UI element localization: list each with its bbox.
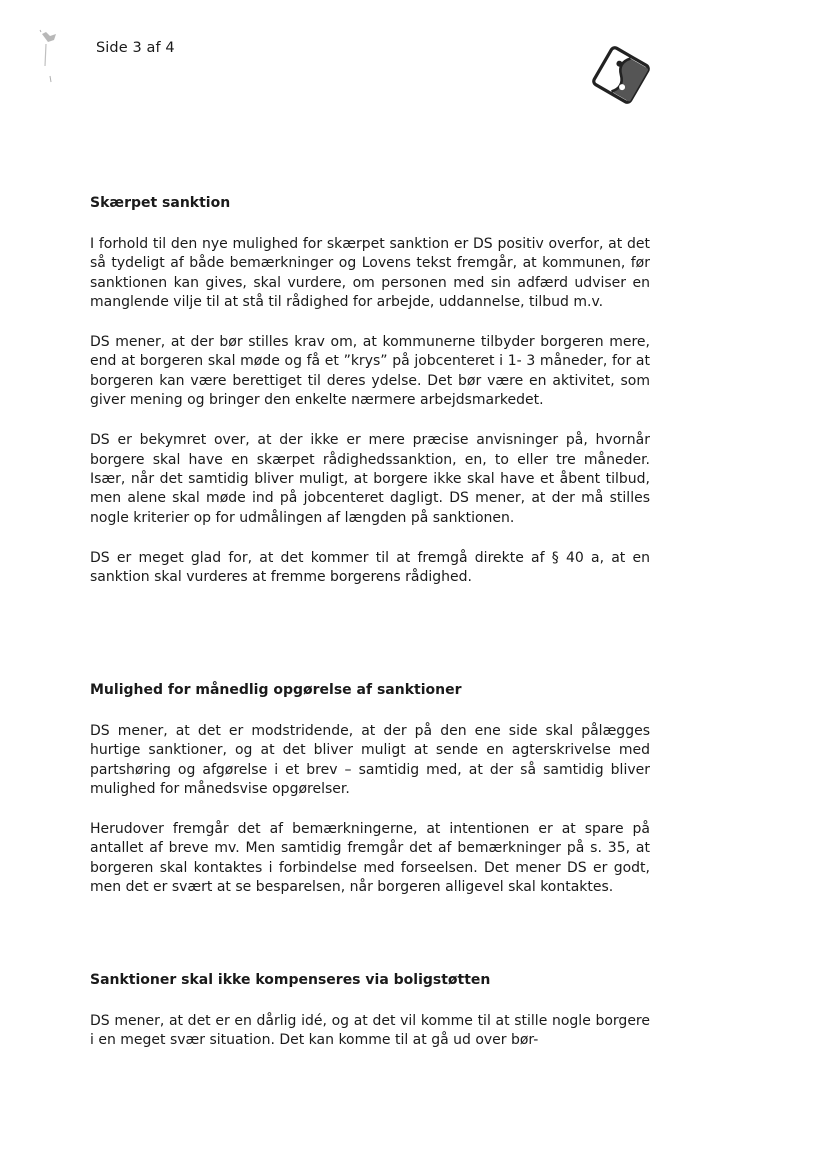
paragraph: I forhold til den nye mulighed for skærpet sanktion er DS positiv overfor, at det så tydeligt af både bemærkninger og Lovens tekst fremgår, at kommunen, før sanktionen kan gives, skal vurdere, om personen med sin adfærd udviser en manglende vilje til at stå til rådighed for arbejde, uddannelse, tilbud m.v. xyxy=(90,236,650,310)
page-number: Side 3 af 4 xyxy=(96,40,175,56)
section-skaerpet-sanktion xyxy=(90,193,650,587)
section-heading: Skærpet sanktion xyxy=(90,195,231,211)
paragraph: DS er bekymret over, at der ikke er mere præcise anvisninger på, hvornår borgere skal have en skærpet rådighedssanktion, en, to eller tre måneder. Især, når det samtidig bliver muligt, at borgere ikke skal have et åbent tilbud, men alene skal møde ind på jobcenteret dagligt. DS mener, at der må stilles nogle kriterier op for udmålingen af længden på sanktionen. xyxy=(90,432,650,526)
paragraph: DS mener, at der bør stilles krav om, at kommunerne tilbyder borgeren mere, end at borgeren skal møde og få et ”krys” på jobcenteret i 1- 3 måneder, for at borgeren kan være berettiget til deres ydelse. Det bør være en aktivitet, som giver mening og bringer den enkelte nærmere arbejdsmarkedet. xyxy=(90,334,650,409)
section-boligstoette xyxy=(90,970,650,1051)
section-heading: Sanktioner skal ikke kompenseres via boligstøtten xyxy=(90,972,491,988)
section-maanedlig-opgoerelse xyxy=(90,680,650,897)
scan-artifact-mark xyxy=(34,26,64,86)
paragraph: DS mener, at det er modstridende, at der på den ene side skal pålægges hurtige sanktioner, og at det bliver muligt at sende en agterskrivelse med partshøring og afgørelse i et brev – samtidig med, at der så samtidig bliver mulighed for månedsvise opgørelser. xyxy=(90,723,650,797)
paragraph: Herudover fremgår det af bemærkningerne, at intentionen er at spare på antallet af breve mv. Men samtidig fremgår det af bemærkninger på s. 35, at borgeren skal kontaktes i forbindelse med forseelsen. Det mener DS er godt, men det er svært at se besparelsen, når borgeren alligevel skal kontaktes. xyxy=(90,821,650,896)
paragraph: DS mener, at det er en dårlig idé, og at det vil komme til at stille nogle borgere i en meget svær situation. Det kan komme til at gå ud over bør- xyxy=(90,1013,650,1049)
paragraph: DS er meget glad for, at det kommer til at fremgå direkte af § 40 a, at en sanktion skal vurderes at fremme borgerens rådighed. xyxy=(90,549,650,586)
ds-logo-icon xyxy=(590,44,652,106)
section-heading: Mulighed for månedlig opgørelse af sanktioner xyxy=(90,682,462,698)
